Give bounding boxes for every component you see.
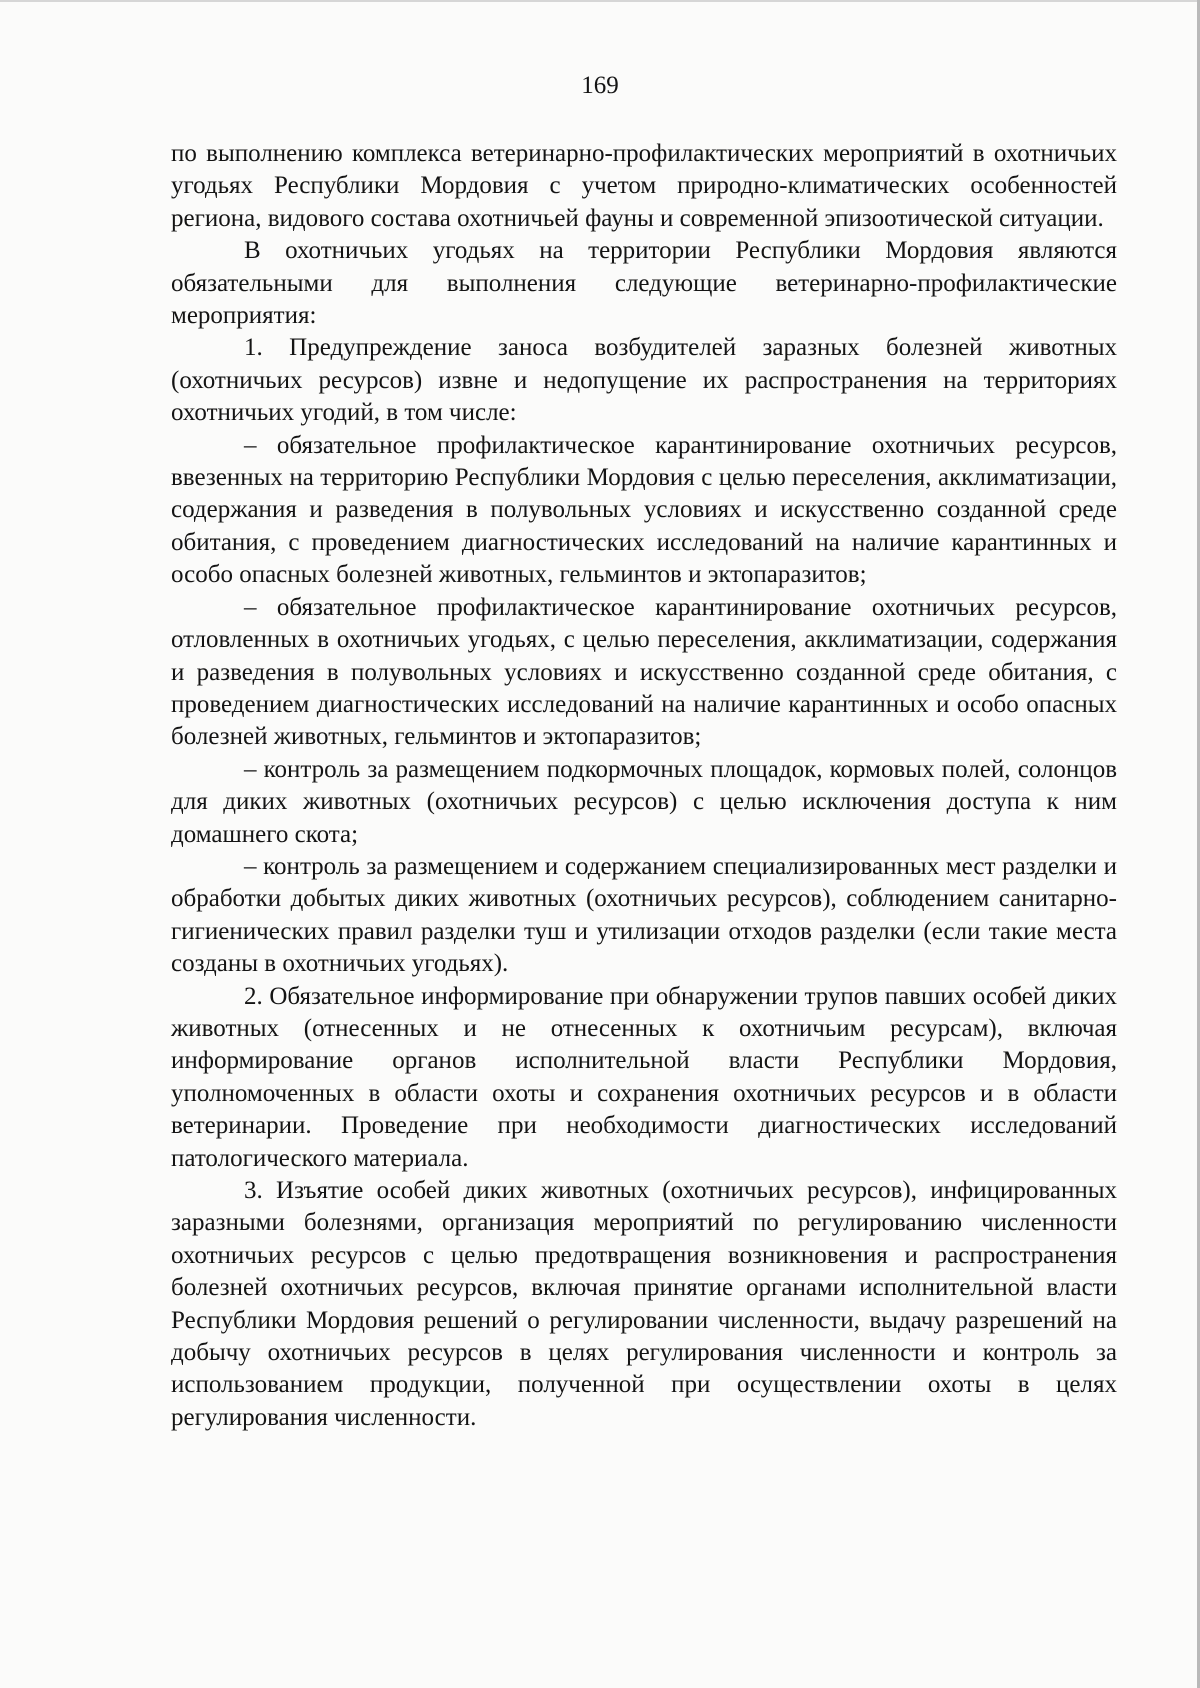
paragraph-item-3: 3. Изъятие особей диких животных (охотничьих ресурсов), инфицированных заразными болезнями, организация мероприятий по регулированию численности охотничьих ресурсов с целью предотвращения возникновения и распространения болезней охотничьих ресурсов, включая принятие органами исполнительной власти Республики Мордовия решений о регулировании численности, выдачу разрешений на добычу охотничьих ресурсов в целях регулирования численности и контроль за использованием продукции, полученной при осуществлении охоты в целях регулирования численности. xyxy=(171,1177,1117,1431)
paragraph-subitem-butchering-sites: – контроль за размещением и содержанием специализированных мест разделки и обработки добытых диких животных (охотничьих ресурсов), соблюдением санитарно-гигиенических правил разделки туш и утилизации отходов разделки (если такие места созданы в охотничьих угодьях). xyxy=(171,852,1117,978)
paragraph-item-2: 2. Обязательное информирование при обнаружении трупов павших особей диких животных (отнесенных и не отнесенных к охотничьим ресурсам), включая информирование органов исполнительной власти Республики Мордовия, уполномоченных в области охоты и сохранения охотничьих ресурсов и в области ветеринарии. Проведение при необходимости диагностических исследований патологического материала. xyxy=(171,982,1117,1172)
paragraph-subitem-feeding-sites: – контроль за размещением подкормочных площадок, кормовых полей, солонцов для диких животных (охотничьих ресурсов) с целью исключения доступа к ним домашнего скота; xyxy=(171,755,1117,848)
document-body xyxy=(171,138,1117,1434)
paragraph-continuation: по выполнению комплекса ветеринарно-профилактических мероприятий в охотничьих угодьях Республики Мордовия с учетом природно-климатических особенностей региона, видового состава охотничьей фауны и современной эпизоотической ситуации. xyxy=(171,140,1117,232)
paragraph-subitem-quarantine-captured: – обязательное профилактическое карантинирование охотничьих ресурсов, отловленных в охотничьих угодьях, с целью переселения, акклиматизации, содержания и разведения в полувольных условиях и искусственно созданной среде обитания, с проведением диагностических исследований на наличие карантинных и особо опасных болезней животных, гельминтов и эктопаразитов; xyxy=(171,593,1117,751)
paragraph-intro: В охотничьих угодьях на территории Республики Мордовия являются обязательными для выполнения следующие ветеринарно-профилактические мероприятия: xyxy=(171,237,1117,330)
scan-edge-top xyxy=(0,0,1200,2)
paragraph-subitem-quarantine-imported: – обязательное профилактическое карантинирование охотничьих ресурсов, ввезенных на территорию Республики Мордовия с целью переселения, акклиматизации, содержания и разведения в полувольных условиях и искусственно созданной среде обитания, с проведением диагностических исследований на наличие карантинных и особо опасных болезней животных, гельминтов и эктопаразитов; xyxy=(171,431,1117,589)
paragraph-item-1: 1. Предупреждение заноса возбудителей заразных болезней животных (охотничьих ресурсов) извне и недопущение их распространения на территориях охотничьих угодий, в том числе: xyxy=(171,334,1117,427)
page-number: 169 xyxy=(581,72,619,99)
